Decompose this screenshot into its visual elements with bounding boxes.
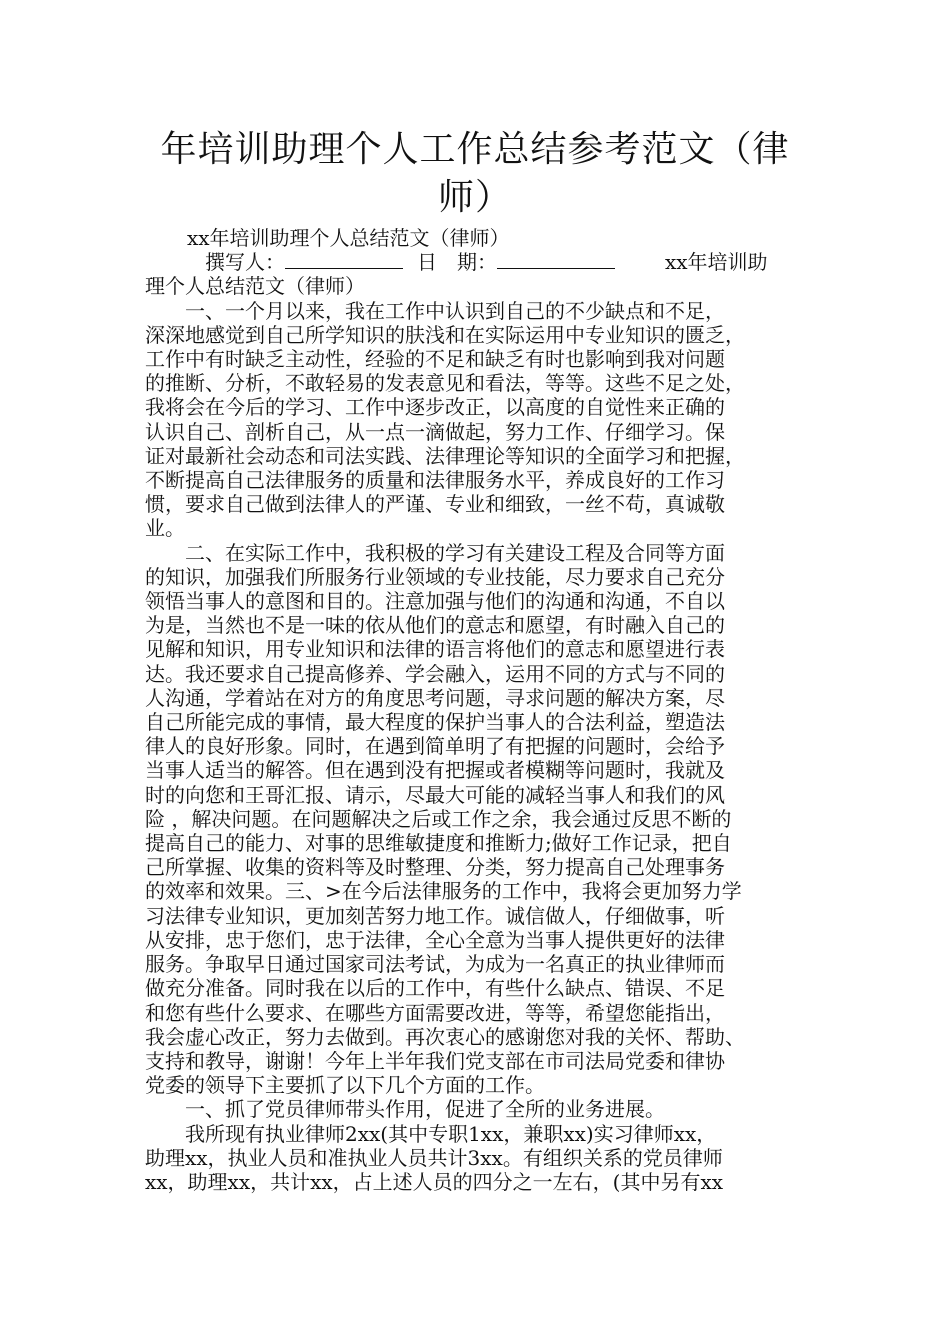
- date-label: 日 期：: [417, 250, 497, 275]
- meta-tail: xx年培训助: [665, 250, 768, 275]
- body-line: 做充分准备。同时我在以后的工作中，有些什么缺点、错误、不足: [145, 976, 725, 1001]
- body-line: 达。我还要求自己提高修养、学会融入，运用不同的方式与不同的: [145, 661, 725, 686]
- body-line: 自己所能完成的事情，最大程度的保护当事人的合法利益，塑造法: [145, 710, 725, 735]
- title-line-1: 年培训助理个人工作总结参考范文（律: [160, 129, 790, 170]
- body-line: 的推断、分析，不敢轻易的发表意见和看法，等等。这些不足之处，: [145, 371, 745, 396]
- body-line: 一、抓了党员律师带头作用，促进了全所的业务进展。: [145, 1097, 665, 1122]
- body-line: 业。: [145, 516, 185, 541]
- body-line: 证对最新社会动态和司法实践、法律理论等知识的全面学习和把握，: [145, 443, 745, 468]
- body-line: 支持和教导，谢谢！今年上半年我们党支部在市司法局党委和律协: [145, 1048, 725, 1073]
- body-line: 领悟当事人的意图和目的。注意加强与他们的沟通和沟通，不自以: [145, 589, 725, 614]
- body-line: 认识自己、剖析自己，从一点一滴做起，努力工作、仔细学习。保: [145, 419, 725, 444]
- body-text: [145, 299, 813, 1195]
- body-line: 二、在实际工作中，我积极的学习有关建设工程及合同等方面: [145, 540, 725, 565]
- body-line: 不断提高自己法律服务的质量和法律服务水平，养成良好的工作习: [145, 468, 725, 493]
- author-date-row: [145, 250, 813, 274]
- body-line: 党委的领导下主要抓了以下几个方面的工作。: [145, 1073, 545, 1098]
- body-line: 的知识，加强我们所服务行业领域的专业技能，尽力要求自己充分: [145, 564, 725, 589]
- body-line: 从安排，忠于您们，忠于法律，全心全意为当事人提供更好的法律: [145, 927, 725, 952]
- title-line-2: 师）: [437, 177, 512, 218]
- body-line: 深深地感觉到自己所学知识的肤浅和在实际运用中专业知识的匮乏，: [145, 322, 745, 347]
- body-line: 和您有些什么要求、在哪些方面需要改进，等等，希望您能指出，: [145, 1000, 725, 1025]
- body-line: 惯，要求自己做到法律人的严谨、专业和细致，一丝不苟，真诚敬: [145, 492, 725, 517]
- body-line: 人沟通，学着站在对方的角度思考问题，寻求问题的解决方案，尽: [145, 685, 725, 710]
- body-line: 服务。争取早日通过国家司法考试，为成为一名真正的执业律师而: [145, 952, 725, 977]
- body-line: 一、一个月以来，我在工作中认识到自己的不少缺点和不足，: [145, 298, 725, 323]
- body-line: 的效率和效果。三、>在今后法律服务的工作中，我将会更加努力学: [145, 879, 742, 904]
- body-line: 律人的良好形象。同时，在遇到简单明了有把握的问题时，会给予: [145, 734, 725, 759]
- body-line: 我将会在今后的学习、工作中逐步改正，以高度的自觉性来正确的: [145, 395, 725, 420]
- body-line: 工作中有时缺乏主动性，经验的不足和缺乏有时也影响到我对问题: [145, 347, 725, 372]
- author-label: 撰写人：: [205, 250, 285, 275]
- body-line: 习法律专业知识，更加刻苦努力地工作。诚信做人，仔细做事，听: [145, 903, 725, 928]
- body-line: 见解和知识，用专业知识和法律的语言将他们的意志和愿望进行表: [145, 637, 725, 662]
- body-line: 助理xx，执业人员和准执业人员共计3xx。有组织关系的党员律师: [145, 1145, 723, 1170]
- document-title: [150, 126, 800, 222]
- document-body: [145, 226, 813, 1194]
- body-line: 为是，当然也不是一味的依从他们的意志和愿望，有时融入自己的: [145, 613, 725, 638]
- body-line: 我会虚心改正，努力去做到。再次衷心的感谢您对我的关怀、帮助、: [145, 1024, 745, 1049]
- body-line: 提高自己的能力、对事的思维敏捷度和推断力;做好工作记录，把自: [145, 831, 732, 856]
- author-blank: [285, 250, 403, 269]
- body-line: 己所掌握、收集的资料等及时整理、分类，努力提高自己处理事务: [145, 855, 725, 880]
- meta-tail-line-2: 理个人总结范文（律师）: [145, 274, 365, 299]
- body-line: xx，助理xx，共计xx，占上述人员的四分之一左右，(其中另有xx: [145, 1169, 724, 1194]
- body-line: 当事人适当的解答。但在遇到没有把握或者模糊等问题时，我就及: [145, 758, 725, 783]
- body-line: 时的向您和王哥汇报、请示，尽最大可能的减轻当事人和我们的风: [145, 782, 725, 807]
- body-line: 我所现有执业律师2xx(其中专职1xx，兼职xx)实习律师xx，: [145, 1121, 717, 1146]
- body-line: 险 ，解决问题。在问题解决之后或工作之余，我会通过反思不断的: [145, 806, 732, 831]
- date-blank: [497, 250, 615, 269]
- document-subtitle: xx年培训助理个人总结范文（律师）: [187, 226, 510, 250]
